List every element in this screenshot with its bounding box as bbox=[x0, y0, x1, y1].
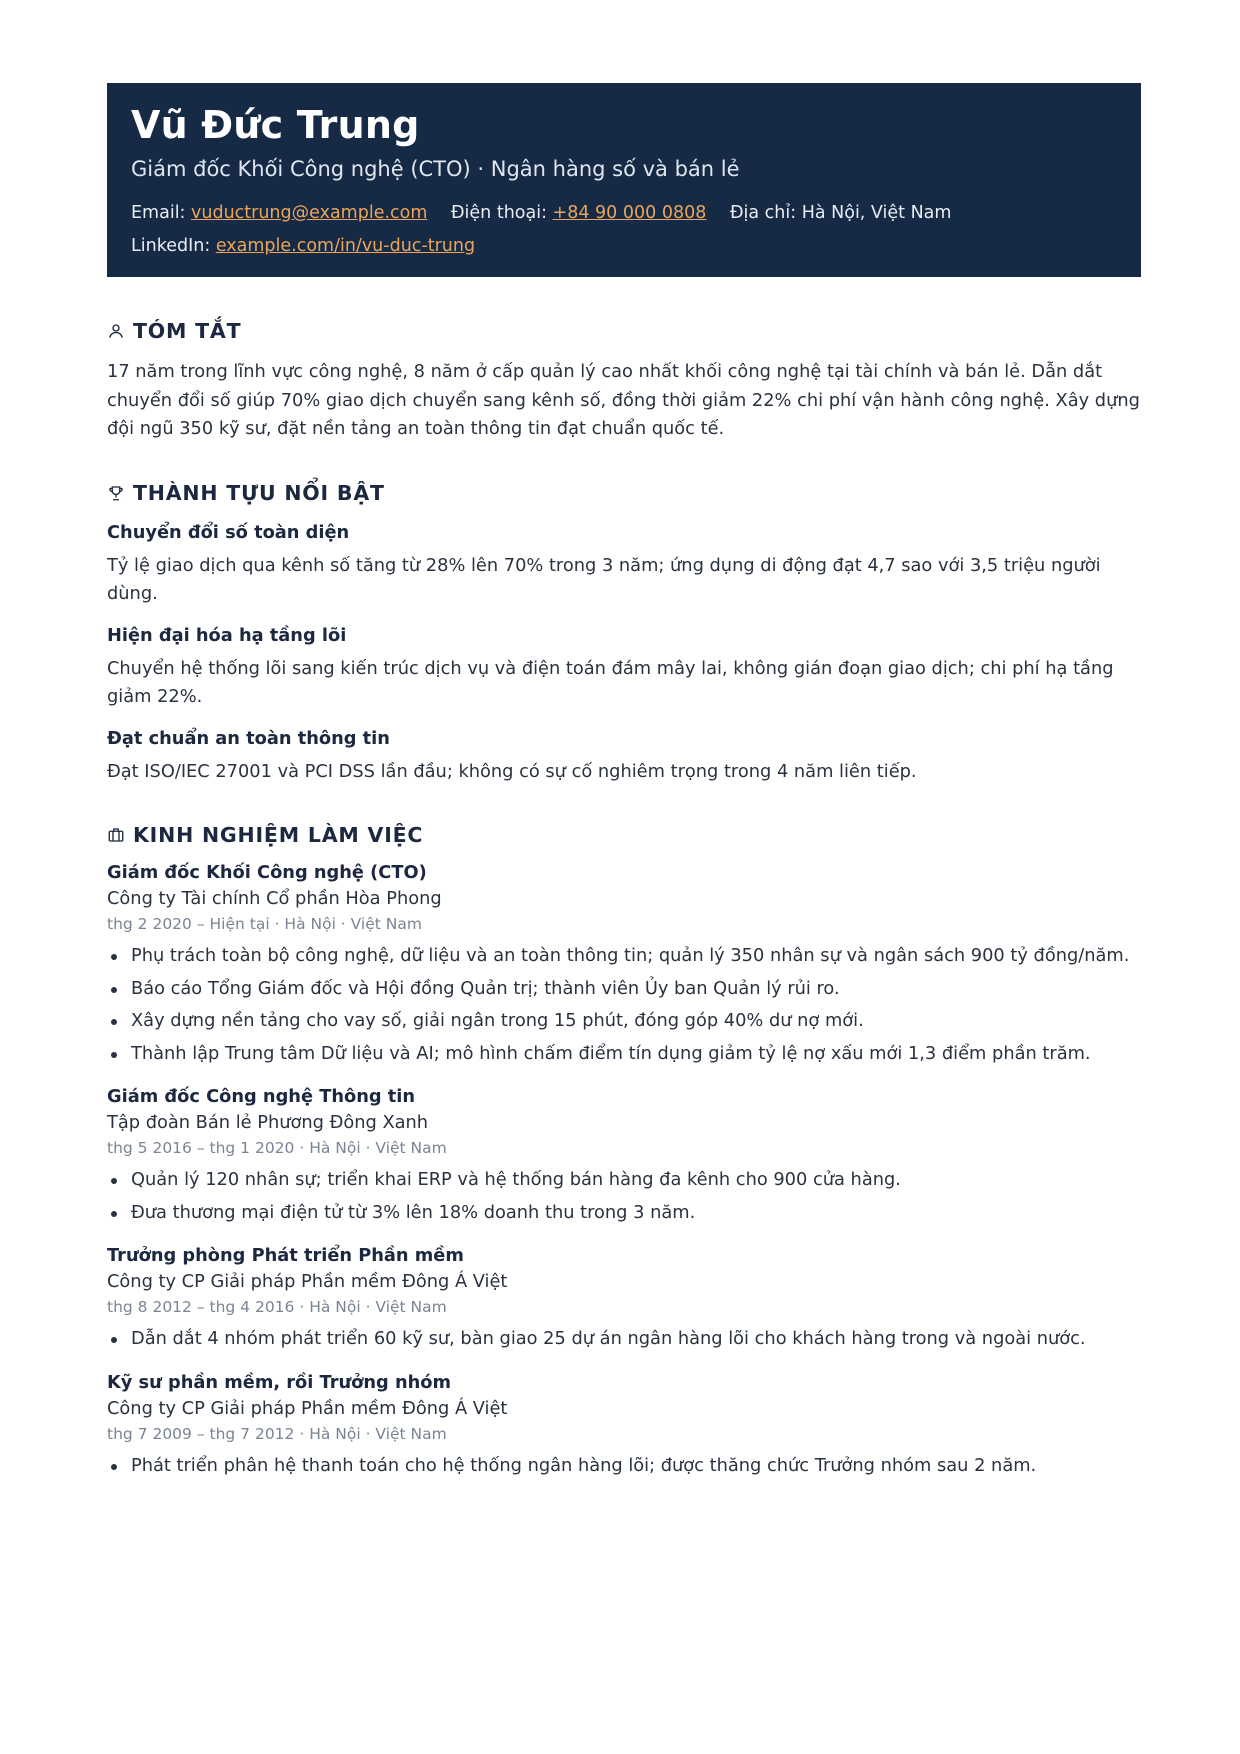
job-entry bbox=[107, 1370, 1141, 1481]
list-item: Xây dựng nền tảng cho vay số, giải ngân trong 15 phút, đóng góp 40% dư nợ mới. bbox=[107, 1007, 1141, 1036]
person-icon bbox=[107, 322, 125, 340]
contact-linkedin: LinkedIn: example.com/in/vu-duc-trung bbox=[131, 236, 476, 256]
job-title: Trưởng phòng Phát triển Phần mềm bbox=[107, 1245, 464, 1266]
contact-address: Địa chỉ: Hà Nội, Việt Nam bbox=[729, 203, 952, 223]
achievement-item: Hiện đại hóa hạ tầng lõi Chuyển hệ thống lõi sang kiến trúc dịch vụ và điện toán đám mây lai, không gián đoạn giao dịch; chi phí hạ tầng giảm 22%. bbox=[107, 624, 1114, 707]
job-meta: thg 2 2020 – Hiện tại · Hà Nội · Việt Nam bbox=[107, 915, 422, 933]
list-item: Quản lý 120 nhân sự; triển khai ERP và hệ thống bán hàng đa kênh cho 900 cửa hàng. bbox=[107, 1166, 1141, 1195]
job-entry bbox=[107, 1084, 1141, 1227]
resume-header bbox=[107, 83, 1141, 277]
experience-section bbox=[107, 820, 1141, 1480]
contact-info bbox=[131, 197, 1117, 263]
summary-heading: TÓM TẮT bbox=[107, 316, 1141, 346]
job-bullets bbox=[107, 1325, 1141, 1354]
job-bullets bbox=[107, 942, 1141, 1068]
resume-body bbox=[107, 316, 1141, 1514]
list-item: Phát triển phân hệ thanh toán cho hệ thống ngân hàng lõi; được thăng chức Trưởng nhóm sau 2 năm. bbox=[107, 1452, 1141, 1481]
job-meta: thg 7 2009 – thg 7 2012 · Hà Nội · Việt Nam bbox=[107, 1424, 447, 1443]
candidate-name: Vũ Đức Trung bbox=[131, 103, 420, 147]
job-title: Kỹ sư phần mềm, rồi Trưởng nhóm bbox=[107, 1371, 452, 1393]
job-entry bbox=[107, 860, 1141, 1068]
experience-heading: KINH NGHIỆM LÀM VIỆC bbox=[107, 820, 1141, 850]
job-entry bbox=[107, 1243, 1141, 1354]
list-item: Đưa thương mại điện tử từ 3% lên 18% doanh thu trong 3 năm. bbox=[107, 1199, 1141, 1228]
phone-link[interactable]: +84 90 000 0808 bbox=[552, 203, 707, 223]
job-meta: thg 5 2016 – thg 1 2020 · Hà Nội · Việt Nam bbox=[107, 1139, 447, 1157]
list-item: Phụ trách toàn bộ công nghệ, dữ liệu và an toàn thông tin; quản lý 350 nhân sự và ngân sách 900 tỷ đồng/năm. bbox=[107, 942, 1141, 971]
email-link[interactable]: vuductrung@example.com bbox=[191, 203, 428, 223]
achievement-item: Chuyển đổi số toàn diện Tỷ lệ giao dịch qua kênh số tăng từ 28% lên 70% trong 3 năm; ứng dụng di động đạt 4,7 sao với 3,5 triệu người dùng. bbox=[107, 521, 1101, 604]
achievements-heading: THÀNH TỰU NỔI BẬT bbox=[107, 478, 1141, 508]
summary-text: 17 năm trong lĩnh vực công nghệ, 8 năm ở cấp quản lý cao nhất khối công nghệ tại tài chính và bán lẻ. Dẫn dắt chuyển đổi số giúp 70% giao dịch chuyển sang kênh số, đồng thời giảm 22% chi phí vận hành công nghệ. Xây dựng đội ngũ 350 kỹ sư, đặt nền tảng an toàn thông tin đạt chuẩn quốc tế. bbox=[107, 361, 1140, 439]
contact-email: Email: vuductrung@example.com bbox=[131, 203, 428, 223]
achievements-section bbox=[107, 478, 1141, 787]
linkedin-link[interactable]: example.com/in/vu-duc-trung bbox=[215, 236, 476, 256]
company-name: Tập đoàn Bán lẻ Phương Đông Xanh bbox=[107, 1112, 429, 1133]
job-meta: thg 8 2012 – thg 4 2016 · Hà Nội · Việt Nam bbox=[107, 1298, 447, 1316]
briefcase-icon bbox=[107, 826, 125, 844]
company-name: Công ty Tài chính Cổ phần Hòa Phong bbox=[107, 888, 442, 909]
list-item: Dẫn dắt 4 nhóm phát triển 60 kỹ sư, bàn giao 25 dự án ngân hàng lõi cho khách hàng trong và ngoài nước. bbox=[107, 1325, 1141, 1354]
company-name: Công ty CP Giải pháp Phần mềm Đông Á Việt bbox=[107, 1397, 508, 1419]
job-title: Giám đốc Khối Công nghệ (CTO) bbox=[107, 862, 427, 883]
list-item: Thành lập Trung tâm Dữ liệu và AI; mô hình chấm điểm tín dụng giảm tỷ lệ nợ xấu mới 1,3 điểm phần trăm. bbox=[107, 1040, 1141, 1069]
achievement-item: Đạt chuẩn an toàn thông tin Đạt ISO/IEC 27001 và PCI DSS lần đầu; không có sự cố nghiêm trọng trong 4 năm liên tiếp. bbox=[107, 727, 917, 782]
job-bullets bbox=[107, 1452, 1141, 1481]
contact-phone: Điện thoại: +84 90 000 0808 bbox=[450, 203, 707, 223]
trophy-icon bbox=[107, 484, 125, 502]
list-item: Báo cáo Tổng Giám đốc và Hội đồng Quản trị; thành viên Ủy ban Quản lý rủi ro. bbox=[107, 975, 1141, 1004]
company-name: Công ty CP Giải pháp Phần mềm Đông Á Việt bbox=[107, 1271, 508, 1292]
candidate-headline: Giám đốc Khối Công nghệ (CTO) · Ngân hàng số và bán lẻ bbox=[131, 157, 740, 181]
summary-section bbox=[107, 316, 1141, 444]
job-bullets bbox=[107, 1166, 1141, 1227]
job-title: Giám đốc Công nghệ Thông tin bbox=[107, 1086, 416, 1107]
